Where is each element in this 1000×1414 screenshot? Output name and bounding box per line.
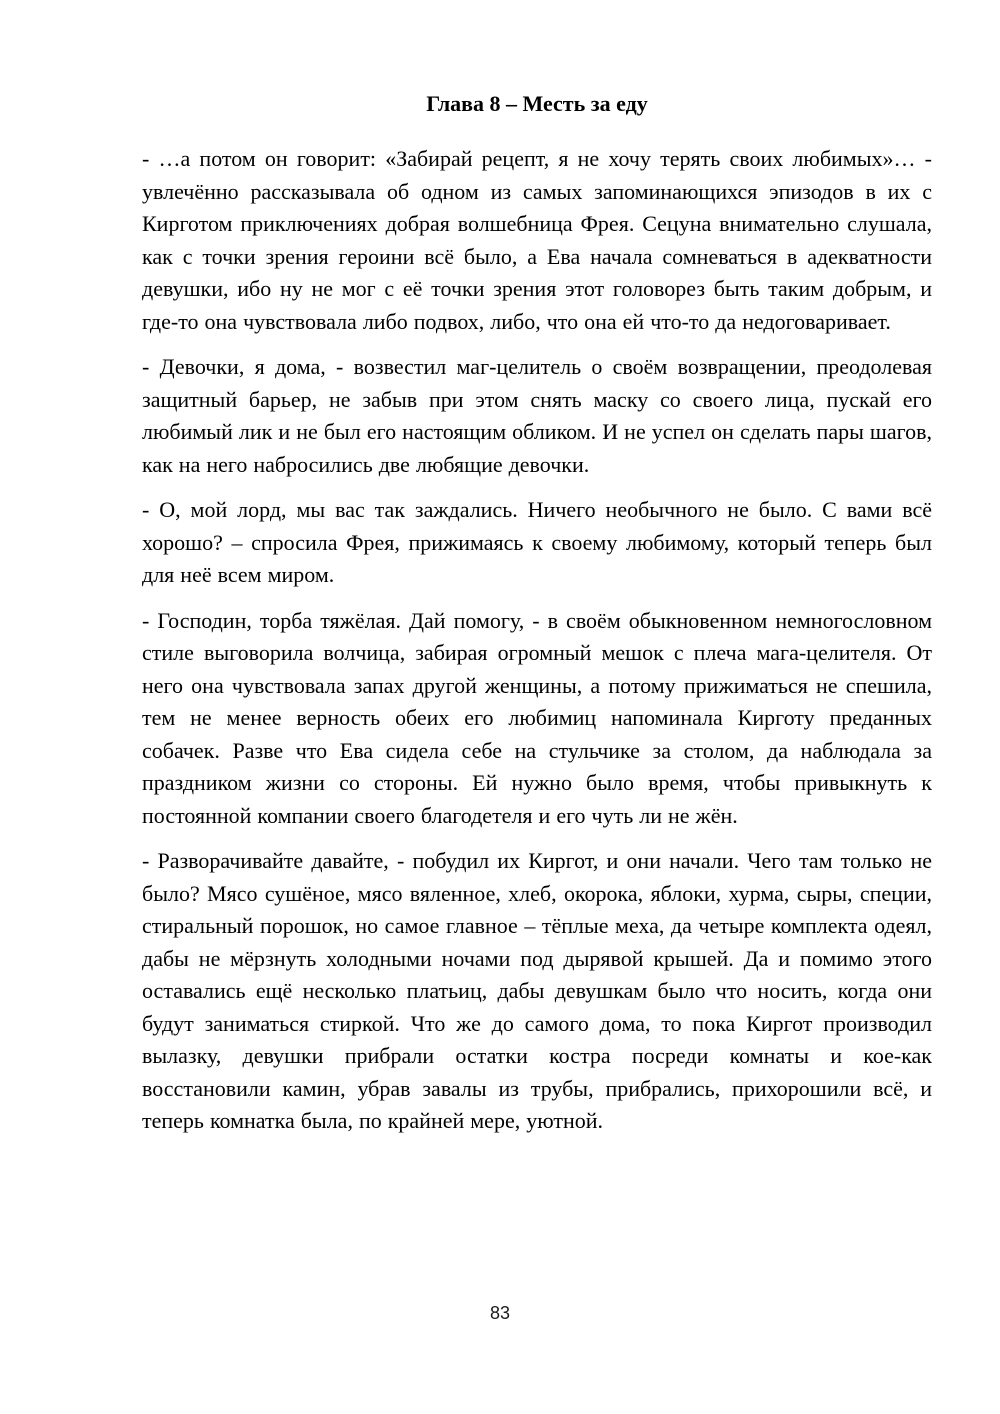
paragraph-5: - Разворачивайте давайте, - побудил их Киргот, и они начали. Чего там только не было? Мясо сушёное, мясо вяленное, хлеб, окорока, яблоки, хурма, сыры, специи, стиральный порошок, но самое главное – тёплые меха, да четыре комплекта одеял, дабы не мёрзнуть холодными ночами под дырявой крышей. Да и помимо этого оставались ещё несколько платьиц, дабы девушкам было что носить, когда они будут заниматься стиркой. Что же до самого дома, то пока Киргот производил вылазку, девушки прибрали остатки костра посреди комнаты и кое-как восстановили камин, убрав завалы из трубы, прибрались, прихорошили всё, и теперь комнатка была, по крайней мере, уютной. — [142, 848, 932, 1133]
page-footer — [0, 1303, 1000, 1324]
document-content — [142, 90, 932, 1151]
paragraph-3: - О, мой лорд, мы вас так заждались. Ничего необычного не было. С вами всё хорошо? – спросила Фрея, прижимаясь к своему любимому, который теперь был для неё всем миром. — [142, 497, 932, 587]
paragraph-1: - …а потом он говорит: «Забирай рецепт, я не хочу терять своих любимых»… - увлечённо рассказывала об одном из самых запоминающихся эпизодов в их с Кирготом приключениях добрая волшебница Фрея. Сецуна внимательно слушала, как с точки зрения героини всё было, а Ева начала сомневаться в адекватности девушки, ибо ну не мог с её точки зрения этот головорез быть таким добрым, и где-то она чувствовала либо подвох, либо, что она ей что-то да недоговаривает. — [142, 146, 932, 334]
chapter-title: Глава 8 – Месть за еду — [426, 91, 648, 116]
page-number: 83 — [489, 1303, 511, 1323]
paragraph-4: - Господин, торба тяжёлая. Дай помогу, - в своём обыкновенном немногословном стиле выговорила волчица, забирая огромный мешок с плеча мага-целителя. От него она чувствовала запах другой женщины, а потому прижиматься не спешила, тем не менее верность обеих его любимиц напоминала Кирготу преданных собачек. Разве что Ева сидела себе на стульчике за столом, да наблюдала за праздником жизни со стороны. Ей нужно было время, чтобы привыкнуть к постоянной компании своего благодетеля и его чуть ли не жён. — [142, 607, 932, 828]
paragraph-2: - Девочки, я дома, - возвестил маг-целитель о своём возвращении, преодолевая защитный барьер, не забыв при этом снять маску со своего лица, пускай его любимый лик и не был его настоящим обликом. И не успел он сделать пары шагов, как на него набросились две любящие девочки. — [142, 354, 932, 477]
